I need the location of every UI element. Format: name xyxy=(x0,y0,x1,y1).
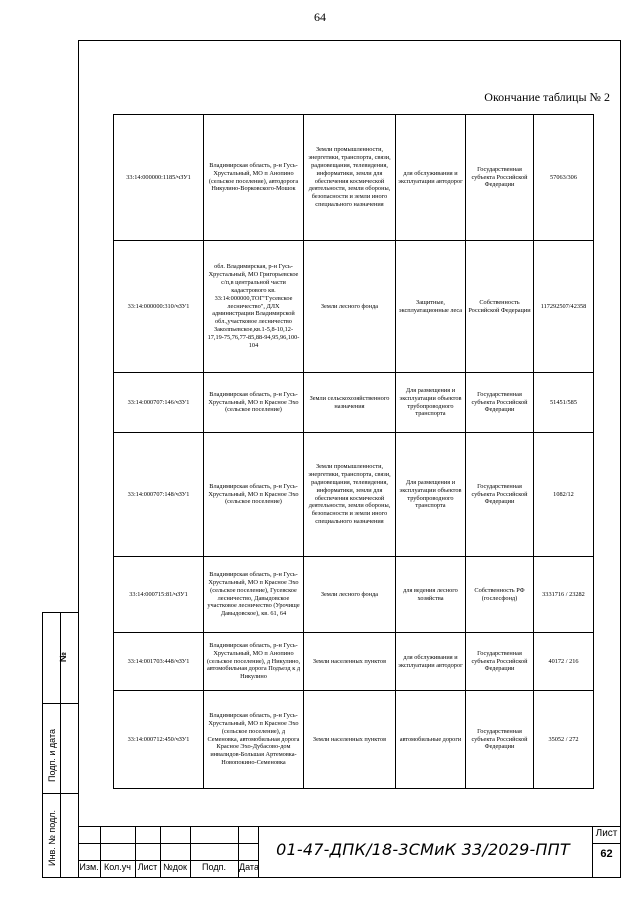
area-cell: 40172 / 216 xyxy=(534,633,594,691)
ownership-cell: Государственная субъекта Российской Федерации xyxy=(466,633,534,691)
side-margin-stamp xyxy=(42,612,78,878)
cadastral-number-cell: 33:14:000707:148/чЗУ1 xyxy=(114,433,204,557)
number-label: № xyxy=(58,651,68,662)
address-cell: Владимирская область, р-н Гусь-Хрустальный, МО п Анопино (сельское поселение), д Никулино, автомобильная дорога Подъезд к д Никулино xyxy=(204,633,304,691)
table-row xyxy=(114,373,594,433)
sheet-label: Лист xyxy=(595,828,618,839)
sheet-col-label: Лист xyxy=(137,862,158,872)
address-cell: Владимирская область, р-н Гусь-Хрустальный, МО п Красное Эхо (сельское поселение), д Семеновка, автомобильная дорога Красное Эхо-Дубасово-дом инвалидов-Большая Артемовка-Новопокино-Семеновка xyxy=(204,691,304,789)
permitted-use-cell: для обслуживания и эксплуатации автодорог xyxy=(396,633,466,691)
address-cell: Владимирская область, р-н Гусь-Хрустальный, МО п Красное Эхо (сельское поселение), Гусевское лесничество, Давыдовское участковое лесничество (Урочище Давыдовское), кв. 61, 64 xyxy=(204,557,304,633)
land-category-cell: Земли промышленности, энергетики, транспорта, связи, радиовещания, телевидения, информатики, земли для обеспечения космической деятельности, земли обороны, безопасности и земли иного специального назначения xyxy=(304,433,396,557)
land-plots-table xyxy=(113,114,594,789)
signature-col-label: Подп. xyxy=(202,862,226,872)
permitted-use-cell: Для размещения и эксплуатации объектов трубопроводного транспорта xyxy=(396,433,466,557)
permitted-use-cell: для ведения лесного хозяйства xyxy=(396,557,466,633)
count-label: Кол.уч xyxy=(104,862,131,872)
ownership-cell: Государственная субъекта Российской Федерации xyxy=(466,373,534,433)
table-row xyxy=(114,433,594,557)
permitted-use-cell: для обслуживания и эксплуатации автодорог xyxy=(396,115,466,241)
cadastral-number-cell: 33:14:000712:450/чЗУ1 xyxy=(114,691,204,789)
table-row xyxy=(114,691,594,789)
address-cell: Владимирская область, р-н Гусь-Хрустальный, МО п Красное Эхо (сельское поселение) xyxy=(204,433,304,557)
signature-date-label: Подп. и дата xyxy=(47,728,57,782)
address-cell: обл. Владимирская, р-н Гусь-Хрустальный, МО Григорьевское с/п,в центральной части кадастрового кв. 33:14:000000,ТОГ"Гусевское лесничество", ДЛХ администрации Владимирской обл.,участковое лесничество Заколпьевское,кв.1-5,8-10,12-17,19-75,76,77-85,88-94,95,96,100-104 xyxy=(204,241,304,373)
area-cell: 1082/12 xyxy=(534,433,594,557)
table-caption: Окончание таблицы № 2 xyxy=(484,90,610,104)
land-category-cell: Земли населенных пунктов xyxy=(304,633,396,691)
land-category-cell: Земли населенных пунктов xyxy=(304,691,396,789)
document-number: 01-47-ДПК/18-3СМиК 33/2029-ППТ xyxy=(276,840,570,859)
table-row xyxy=(114,633,594,691)
table-row xyxy=(114,115,594,241)
address-cell: Владимирская область, р-н Гусь-Хрустальный, МО п Красное Эхо (сельское поселение) xyxy=(204,373,304,433)
inventory-number-label: Инв. № подл. xyxy=(47,809,57,866)
ownership-cell: Государственная субъекта Российской Федерации xyxy=(466,115,534,241)
ownership-cell: Государственная субъекта Российской Федерации xyxy=(466,433,534,557)
ownership-cell: Государственная субъекта Российской Федерации xyxy=(466,691,534,789)
page-number: 64 xyxy=(314,10,326,24)
title-block xyxy=(78,826,621,878)
area-cell: 3331716 / 23282 xyxy=(534,557,594,633)
land-category-cell: Земли промышленности, энергетики, транспорта, связи, радиовещания, телевидения, информатики, земли для обеспечения космической деятельности, земли обороны, безопасности и земли иного специального назначения xyxy=(304,115,396,241)
address-cell: Владимирская область, р-н Гусь-Хрустальный, МО п Анопино (сельское поселение), автодорога Никулино-Ворковского-Мошок xyxy=(204,115,304,241)
area-cell: 57063/306 xyxy=(534,115,594,241)
table-row xyxy=(114,241,594,373)
doc-col-label: №док xyxy=(163,862,187,872)
date-col-label: Дата xyxy=(239,862,259,872)
area-cell: 35052 / 272 xyxy=(534,691,594,789)
area-cell: 117292507/42358 xyxy=(534,241,594,373)
ownership-cell: Собственность РФ (гослесфонд) xyxy=(466,557,534,633)
cadastral-number-cell: 33:14:001703:448/чЗУ1 xyxy=(114,633,204,691)
sheet-number: 62 xyxy=(600,848,613,860)
land-category-cell: Земли лесного фонда xyxy=(304,557,396,633)
land-category-cell: Земли сельскохозяйственного назначения xyxy=(304,373,396,433)
change-label: Изм. xyxy=(79,862,99,872)
permitted-use-cell: Для размещения и эксплуатации объектов трубопроводного транспорта xyxy=(396,373,466,433)
area-cell: 51451/585 xyxy=(534,373,594,433)
table-row xyxy=(114,557,594,633)
ownership-cell: Собственность Российской Федерации xyxy=(466,241,534,373)
land-category-cell: Земли лесного фонда xyxy=(304,241,396,373)
cadastral-number-cell: 33:14:000715:81/чЗУ1 xyxy=(114,557,204,633)
cadastral-number-cell: 33:14:000000:1185/чЗУ1 xyxy=(114,115,204,241)
permitted-use-cell: автомобильные дороги xyxy=(396,691,466,789)
cadastral-number-cell: 33:14:000707:146/чЗУ1 xyxy=(114,373,204,433)
cadastral-number-cell: 33:14:000000:310/чЗУ1 xyxy=(114,241,204,373)
permitted-use-cell: Защитные, эксплуатационные леса xyxy=(396,241,466,373)
